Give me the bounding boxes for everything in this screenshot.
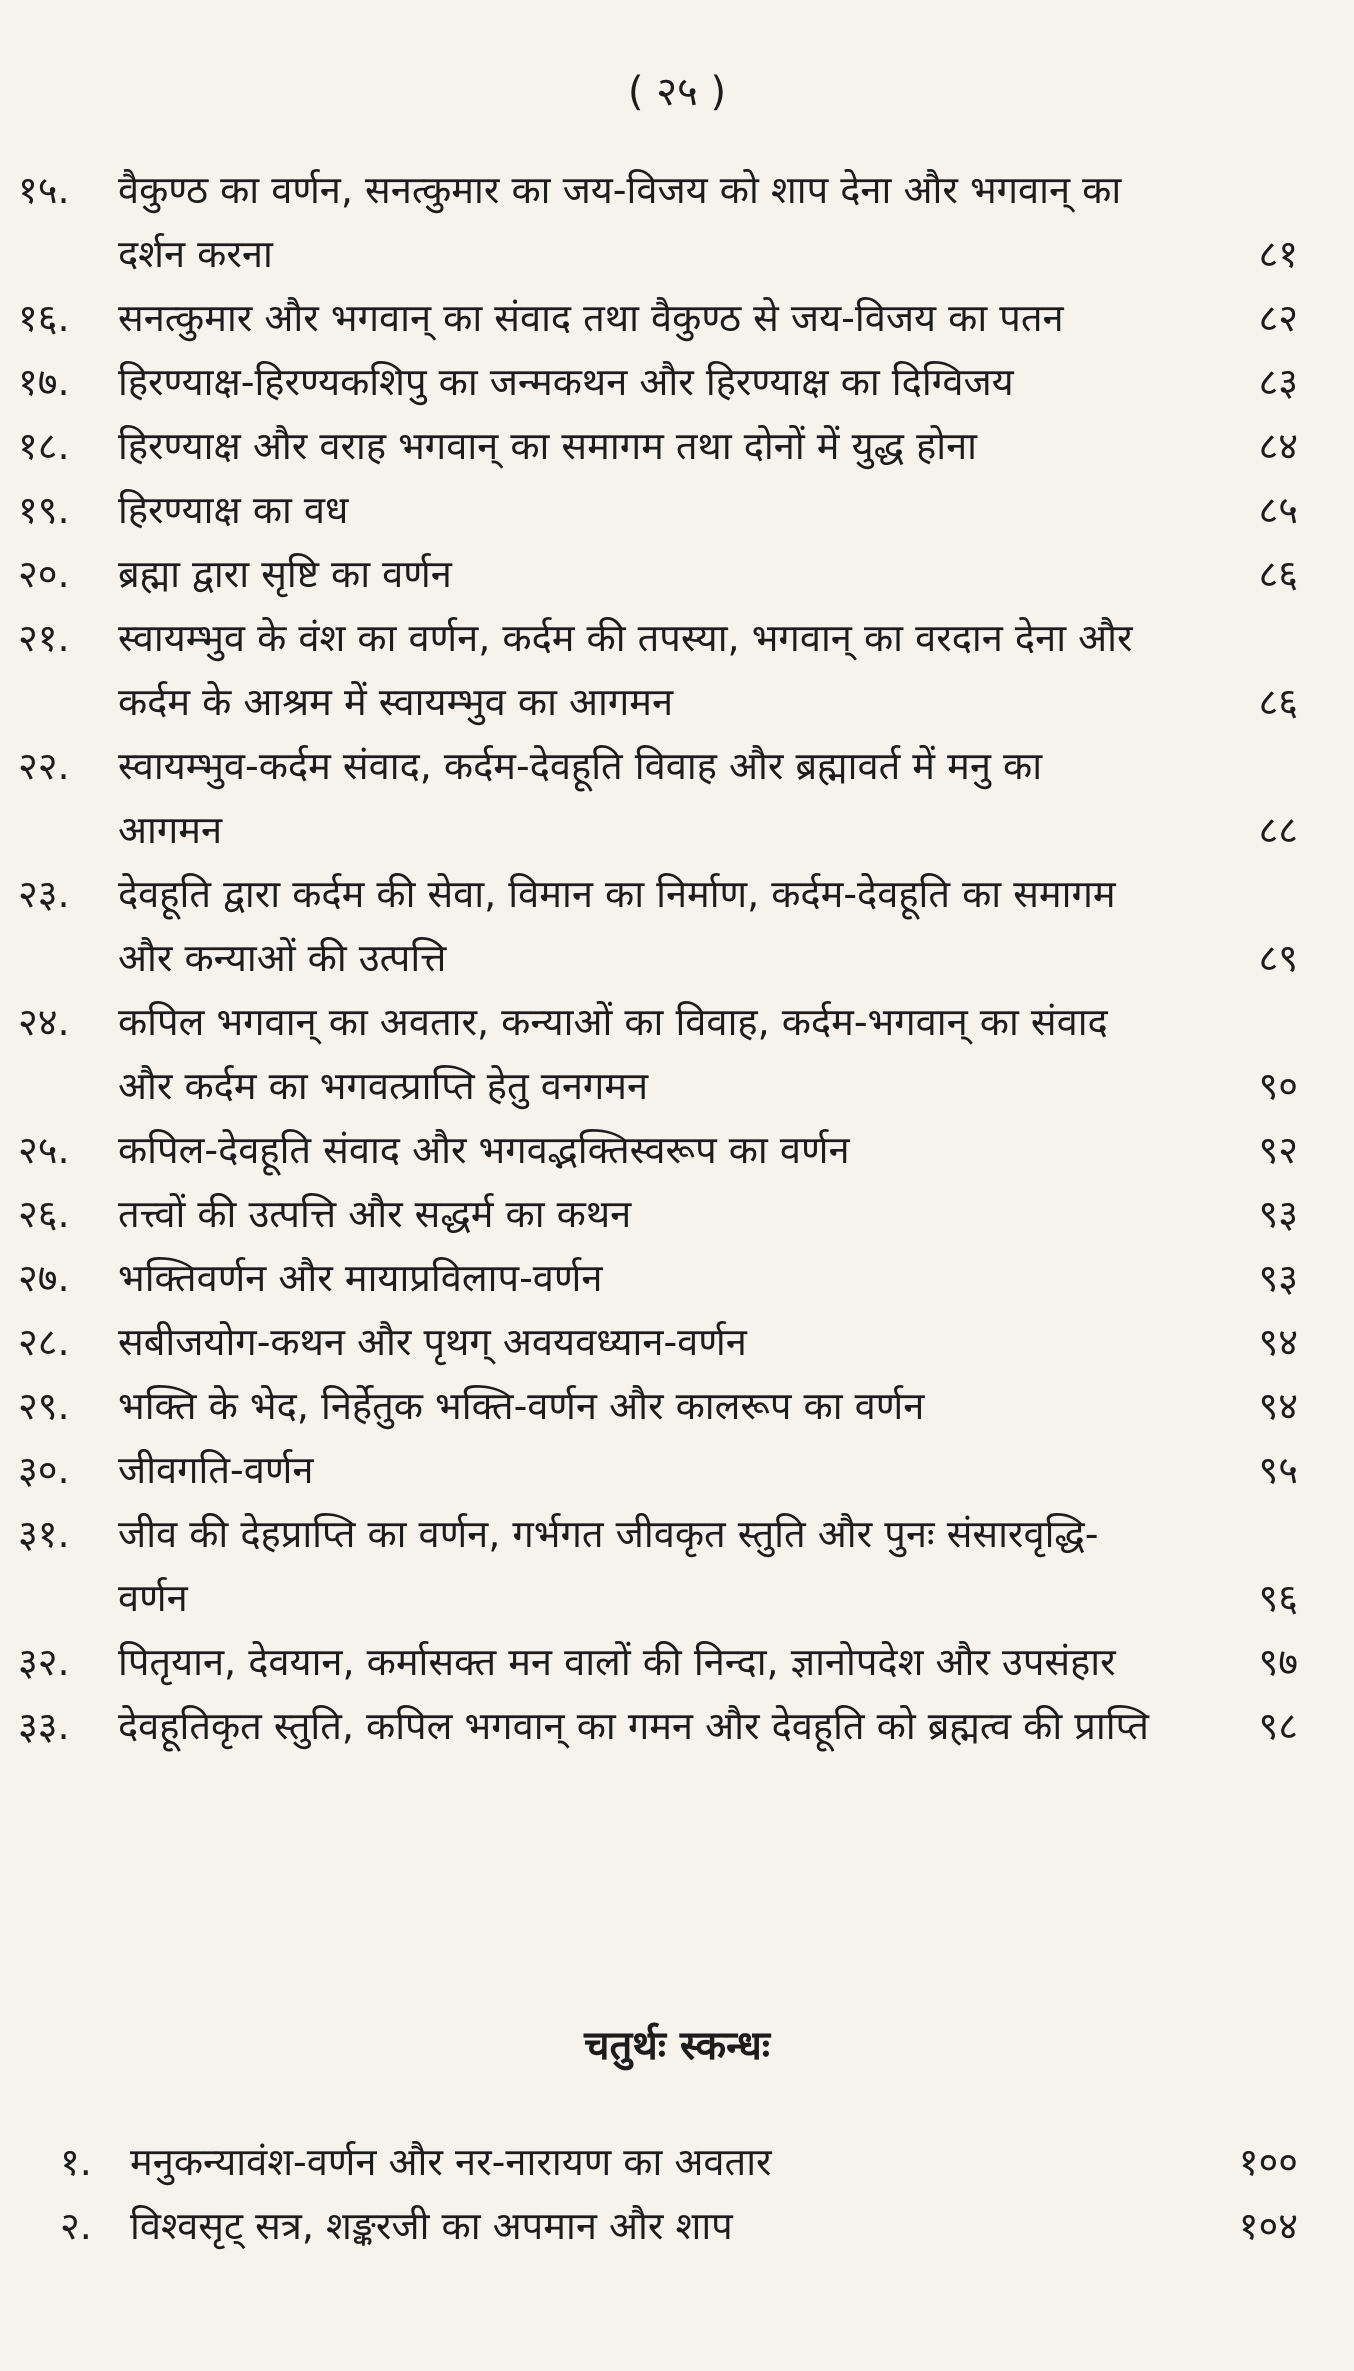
entry-number: १६. bbox=[18, 296, 70, 340]
entry-page-number: ९४ bbox=[1258, 1320, 1298, 1364]
entry-page-number: ९४ bbox=[1258, 1384, 1298, 1428]
entry-page-number: ८६ bbox=[1258, 680, 1298, 724]
entry-page-number: ८४ bbox=[1258, 424, 1298, 468]
entry-number: २२. bbox=[18, 744, 70, 788]
entry-page-number: ९२ bbox=[1258, 1128, 1298, 1172]
entry-title: स्वायम्भुव के वंश का वर्णन, कर्दम की तपस्या, भगवान् का वरदान देना और कर्दम के आश्रम में स्वायम्भुव का आगमन bbox=[118, 616, 1133, 724]
toc-entry bbox=[18, 1118, 1318, 1182]
entry-number: २७. bbox=[18, 1256, 70, 1300]
entry-number: २३. bbox=[18, 872, 70, 916]
entry-number: २६. bbox=[18, 1192, 70, 1236]
entry-title: कपिल-देवहूति संवाद और भगवद्भक्तिस्वरूप का वर्णन bbox=[118, 1128, 850, 1172]
entry-title: वैकुण्ठ का वर्णन, सनत्कुमार का जय-विजय को शाप देना और भगवान् का दर्शन करना bbox=[118, 168, 1122, 276]
toc-entry bbox=[18, 350, 1318, 414]
entry-number: १९. bbox=[18, 488, 70, 532]
toc-entry bbox=[18, 606, 1318, 734]
entry-number: ३३. bbox=[18, 1704, 70, 1748]
toc-entry bbox=[18, 734, 1318, 862]
toc-entry bbox=[18, 1438, 1318, 1502]
entry-page-number: १०४ bbox=[1238, 2204, 1298, 2248]
entry-page-number: ८२ bbox=[1258, 296, 1298, 340]
entry-title: मनुकन्यावंश-वर्णन और नर-नारायण का अवतार bbox=[130, 2140, 772, 2184]
entry-number: ३१. bbox=[18, 1512, 70, 1556]
entry-page-number: ९० bbox=[1258, 1064, 1298, 1108]
section-table-of-contents bbox=[60, 2130, 1318, 2258]
toc-entry bbox=[18, 1502, 1318, 1630]
entry-number: ३०. bbox=[18, 1448, 70, 1492]
entry-page-number: ८३ bbox=[1258, 360, 1298, 404]
toc-entry bbox=[60, 2130, 1318, 2194]
entry-title: विश्वसृट् सत्र, शङ्करजी का अपमान और शाप bbox=[130, 2204, 733, 2248]
toc-entry bbox=[18, 1310, 1318, 1374]
toc-entry bbox=[18, 1374, 1318, 1438]
toc-entry bbox=[18, 990, 1318, 1118]
toc-entry bbox=[18, 1182, 1318, 1246]
entry-title: हिरण्याक्ष और वराह भगवान् का समागम तथा दोनों में युद्ध होना bbox=[118, 424, 978, 468]
entry-title: भक्तिवर्णन और मायाप्रविलाप-वर्णन bbox=[118, 1256, 603, 1300]
entry-number: २४. bbox=[18, 1000, 70, 1044]
entry-number: २५. bbox=[18, 1128, 70, 1172]
toc-entry bbox=[18, 1630, 1318, 1694]
entry-number: १८. bbox=[18, 424, 70, 468]
toc-entry bbox=[18, 542, 1318, 606]
entry-number: २१. bbox=[18, 616, 70, 660]
entry-title: कपिल भगवान् का अवतार, कन्याओं का विवाह, कर्दम-भगवान् का संवाद और कर्दम का भगवत्प्राप्ति हेतु वनगमन bbox=[118, 1000, 1108, 1108]
entry-number: १७. bbox=[18, 360, 70, 404]
entry-page-number: ९८ bbox=[1258, 1704, 1298, 1748]
entry-title: देवहूतिकृत स्तुति, कपिल भगवान् का गमन और देवहूति को ब्रह्मत्व की प्राप्ति bbox=[118, 1704, 1149, 1748]
toc-entry bbox=[18, 158, 1318, 286]
entry-page-number: ९३ bbox=[1258, 1256, 1298, 1300]
entry-title: भक्ति के भेद, निर्हेतुक भक्ति-वर्णन और कालरूप का वर्णन bbox=[118, 1384, 925, 1428]
entry-title: सबीजयोग-कथन और पृथग् अवयवध्यान-वर्णन bbox=[118, 1320, 747, 1364]
entry-title: ब्रह्मा द्वारा सृष्टि का वर्णन bbox=[118, 552, 452, 596]
entry-page-number: ९३ bbox=[1258, 1192, 1298, 1236]
toc-entry bbox=[18, 1246, 1318, 1310]
entry-page-number: १०० bbox=[1238, 2140, 1298, 2184]
entry-page-number: ९५ bbox=[1258, 1448, 1298, 1492]
table-of-contents bbox=[18, 158, 1318, 1758]
entry-title: जीवगति-वर्णन bbox=[118, 1448, 314, 1492]
toc-entry bbox=[18, 414, 1318, 478]
entry-page-number: ८६ bbox=[1258, 552, 1298, 596]
entry-title: पितृयान, देवयान, कर्मासक्त मन वालों की निन्दा, ज्ञानोपदेश और उपसंहार bbox=[118, 1640, 1116, 1684]
toc-entry bbox=[18, 286, 1318, 350]
toc-entry bbox=[18, 478, 1318, 542]
entry-number: १. bbox=[60, 2140, 92, 2184]
section-heading: चतुर्थः स्कन्धः bbox=[584, 2023, 770, 2069]
page-number: ( २५ ) bbox=[627, 69, 727, 115]
entry-title: देवहूति द्वारा कर्दम की सेवा, विमान का निर्माण, कर्दम-देवहूति का समागम और कन्याओं की उत्पत्ति bbox=[118, 872, 1116, 980]
toc-entry bbox=[18, 1694, 1318, 1758]
entry-title: तत्त्वों की उत्पत्ति और सद्धर्म का कथन bbox=[118, 1192, 632, 1236]
entry-title: जीव की देहप्राप्ति का वर्णन, गर्भगत जीवकृत स्तुति और पुनः संसारवृद्धि-वर्णन bbox=[118, 1512, 1099, 1620]
entry-number: २९. bbox=[18, 1384, 70, 1428]
entry-number: १५. bbox=[18, 168, 70, 212]
entry-title: स्वायम्भुव-कर्दम संवाद, कर्दम-देवहूति विवाह और ब्रह्मावर्त में मनु का आगमन bbox=[118, 744, 1043, 852]
entry-title: हिरण्याक्ष-हिरण्यकशिपु का जन्मकथन और हिरण्याक्ष का दिग्विजय bbox=[118, 360, 1014, 404]
entry-page-number: ८५ bbox=[1258, 488, 1298, 532]
entry-page-number: ९७ bbox=[1258, 1640, 1298, 1684]
toc-entry bbox=[60, 2194, 1318, 2258]
entry-number: २०. bbox=[18, 552, 70, 596]
entry-page-number: ८८ bbox=[1258, 808, 1298, 852]
entry-number: २८. bbox=[18, 1320, 70, 1364]
entry-title: सनत्कुमार और भगवान् का संवाद तथा वैकुण्ठ से जय-विजय का पतन bbox=[118, 296, 1064, 340]
entry-page-number: ८९ bbox=[1258, 936, 1298, 980]
entry-number: ३२. bbox=[18, 1640, 70, 1684]
toc-entry bbox=[18, 862, 1318, 990]
entry-title: हिरण्याक्ष का वध bbox=[118, 488, 349, 532]
entry-number: २. bbox=[60, 2204, 92, 2248]
entry-page-number: ९६ bbox=[1258, 1576, 1298, 1620]
entry-page-number: ८१ bbox=[1258, 232, 1298, 276]
